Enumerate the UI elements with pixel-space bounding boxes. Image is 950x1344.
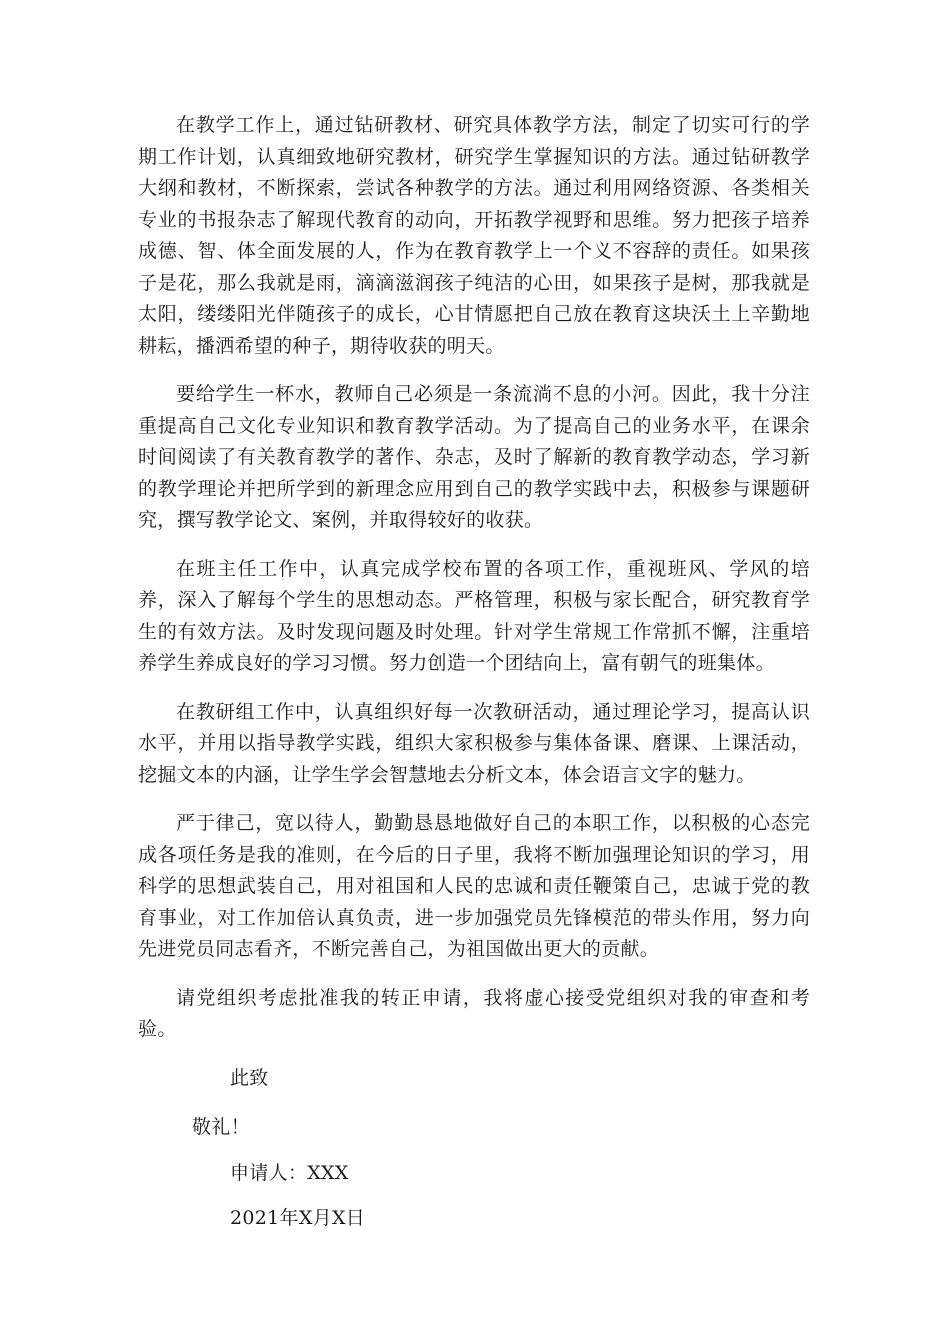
paragraph-teaching-research-group: 在教研组工作中，认真组织好每一次教研活动，通过理论学习，提高认识水平，并用以指导教学实践，组织大家积极参与集体备课、磨课、上课活动，挖掘文本的内涵，让学生学会智慧地去分析文本，体会语言文字的魅力。 [138, 700, 810, 786]
closing-salutation: 此致 [230, 1066, 269, 1089]
document-page [138, 110, 810, 1235]
application-date: 2021年X月X日 [230, 1207, 366, 1229]
paragraph-self-improvement: 要给学生一杯水，教师自己必须是一条流淌不息的小河。因此，我十分注重提高自己文化专业知识和教育教学活动。为了提高自己的业务水平，在课余时间阅读了有关教育教学的著作、杂志，及时了解新的教育教学动态，学习新的教学理论并把所学到的新理念应用到自己的教学实践中去，积极参与课题研究，撰写教学论文、案例，并取得较好的收获。 [138, 383, 810, 531]
paragraph-class-teacher-work: 在班主任工作中，认真完成学校布置的各项工作，重视班风、学风的培养，深入了解每个学生的思想动态。严格管理，积极与家长配合，研究教育学生的有效方法。及时发现问题及时处理。针对学生常规工作常抓不懈，注重培养学生养成良好的学习习惯。努力创造一个团结向上，富有朝气的班集体。 [138, 557, 810, 674]
paragraph-application-request: 请党组织考虑批准我的转正申请，我将虚心接受党组织对我的审查和考验。 [138, 986, 810, 1040]
applicant-signature: 申请人：XXX [230, 1161, 349, 1184]
paragraph-self-discipline: 严于律己，宽以待人，勤勤恳恳地做好自己的本职工作，以积极的心态完成各项任务是我的准则，在今后的日子里，我将不断加强理论知识的学习，用科学的思想武装自己，用对祖国和人民的忠诚和责任鞭策自己，忠诚于党的教育事业，对工作加倍认真负责，进一步加强党员先锋模范的带头作用，努力向先进党员同志看齐，不断完善自己，为祖国做出更大的贡献。 [138, 812, 810, 960]
closing-respect: 敬礼！ [192, 1116, 250, 1138]
paragraph-teaching-work: 在教学工作上，通过钻研教材、研究具体教学方法，制定了切实可行的学期工作计划，认真细致地研究教材，研究学生掌握知识的方法。通过钻研教学大纲和教材，不断探索，尝试各种教学的方法。通过利用网络资源、各类相关专业的书报杂志了解现代教育的动向，开拓教学视野和思维。努力把孩子培养成德、智、体全面发展的人，作为在教育教学上一个义不容辞的责任。如果孩子是花，那么我就是雨，滴滴滋润孩子纯洁的心田，如果孩子是树，那我就是太阳，缕缕阳光伴随孩子的成长，心甘情愿把自己放在教育这块沃土上辛勤地耕耘，播洒希望的种子，期待收获的明天。 [138, 114, 810, 357]
